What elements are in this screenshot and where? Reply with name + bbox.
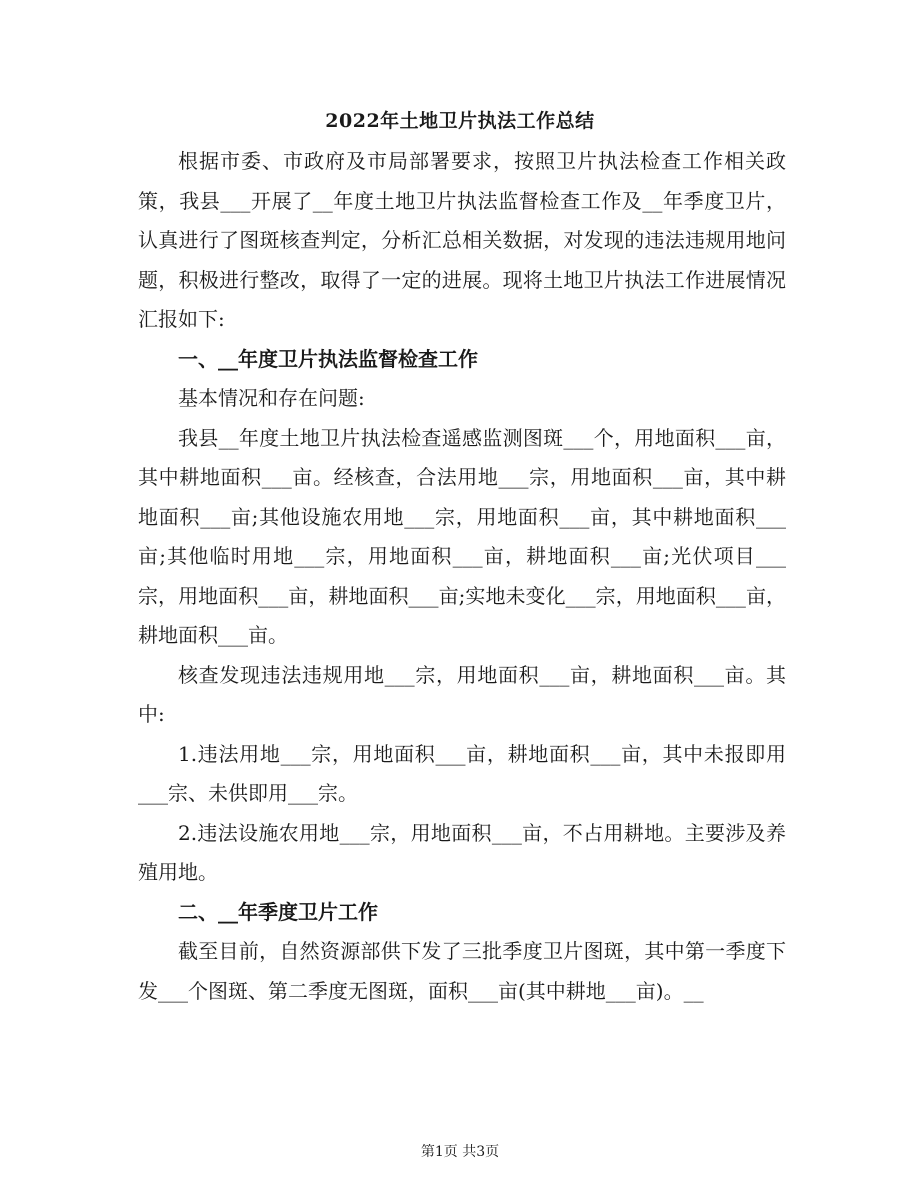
section-heading-2: 二、__年季度卫片工作 [178,899,378,924]
violation-summary-paragraph: 核查发现违法违规用地___宗，用地面积___亩，耕地面积___亩。其中: [138,662,786,726]
intro-paragraph: 根据市委、市政府及市局部署要求，按照卫片执法检查工作相关政策，我县___开展了__年度土地卫片执法监督检查工作及__年季度卫片，认真进行了图斑核查判定，分析汇总相关数据，对发现的违法违规用地问题，积极进行整改，取得了一定的进展。现将土地卫片执法工作进展情况汇报如下: [138,149,786,331]
subsection-label: 基本情况和存在问题: [178,386,365,410]
list-item-1: 1.违法用地___宗，用地面积___亩，耕地面积___亩，其中未报即用___宗、未供即用___宗。 [138,741,786,805]
document-title: 2022年土地卫片执法工作总结 [325,110,595,132]
quarterly-paragraph: 截至目前，自然资源部供下发了三批季度卫片图斑，其中第一季度下发___个图斑、第二季度无图斑，面积___亩(其中耕地___亩)。__ [138,939,786,1003]
page-footer: 第1页 共3页 [420,1144,500,1160]
section-heading-1: 一、__年度卫片执法监督检查工作 [178,346,478,371]
list-item-2: 2.违法设施农用地___宗，用地面积___亩，不占用耕地。主要涉及养殖用地。 [138,820,786,884]
survey-paragraph: 我县__年度土地卫片执法检查遥感监测图斑___个，用地面积___亩，其中耕地面积___亩。经核查，合法用地___宗，用地面积___亩，其中耕地面积___亩;其他设施农用地___宗，用地面积___亩，其中耕地面积___亩;其他临时用地___宗，用地面积___亩，耕地面积___亩;光伏项目___宗，用地面积___亩，耕地面积___亩;实地未变化___宗，用地面积___亩，耕地面积___亩。 [138,425,786,647]
document-body [138,142,786,1011]
